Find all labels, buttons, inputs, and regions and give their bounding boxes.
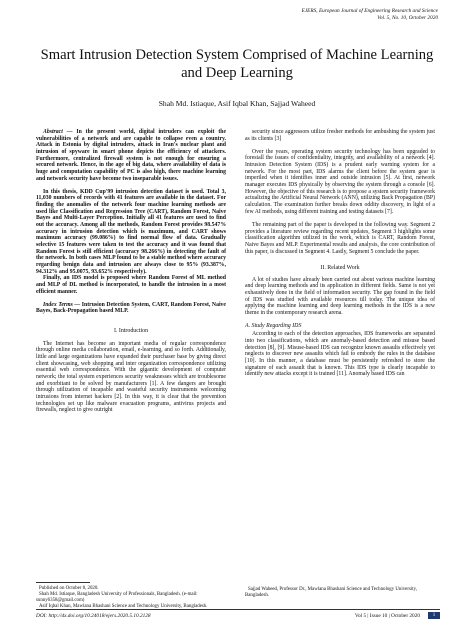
footer-divider (36, 609, 440, 610)
issue-info: Vol 5 | Issue 10 | October 2020 (354, 613, 420, 619)
index-terms: Index Terms — Intrusion Detection System, CART, Random Forest, Naive Bayes, Back-Propagation based MLP. (36, 301, 226, 315)
page-number: 1 (428, 612, 440, 619)
abstract-label: Abstract — (43, 129, 73, 135)
right-column (245, 129, 435, 378)
doi-link[interactable]: DOI: http://dx.doi.org/10.24018/ejers.2020.5.10.2128 (36, 613, 151, 619)
right-footnotes (245, 587, 435, 599)
footnote: Published on October 8, 2020. (39, 586, 99, 591)
left-footnotes (36, 586, 226, 610)
body-paragraph: According to each of the detection approaches, IDS frameworks are separated into two classifications, which are anomaly-based detection and misuse based detection [8], [9]. Misuse-based IDS can recognize known assaults effectively yet neglects to discover new assaults which fail to embody the rules in the database [10]. In this manner, a database must be persistently refreshed to store the signature of each assault that is known. This IDS type is clearly incapable to identify new attacks except it is trained [11]. Anomaly based IDS can (245, 331, 435, 378)
journal-header (302, 8, 438, 22)
author-list: Shah Md. Istiaque, Asif Iqbal Khan, Sajjad Waheed (158, 99, 316, 108)
subsection-heading-ids: A. Study Regarding IDS (245, 322, 302, 329)
footnote: Shah Md. Istiaque, Bangladesh University of Professionals, Bangladesh. (e-mail: sunny6358@gmail.com) (36, 592, 198, 604)
left-column (36, 129, 226, 414)
section-heading-introduction: I. Introduction (113, 328, 149, 335)
body-paragraph: The Internet has become an important media of regular correspondence through online media collaboration, email, e-learning, and so forth. Additionally, little and large organizations have expanded their purchaser base by giving direct client showcasing, web shopping and inter organization correspondence utilizing essential web correspondence. With the gigantic development of computer network; the total system experiences security weaknesses which are troublesome and exorbitant to be solved by manufacturers [1]. A few dangers are brought through utilization of incapable and wasteful security instruments welcoming intrusions from internet hackers [2]. In this way, it is clear that the prevention technologies set up like malware evacuation programs, antivirus projects and firewalls, neglect to give outright (36, 340, 226, 414)
footnote: Asif Iqbal Khan, Mawlana Bhashani Science and Technology University, Bangladesh. (39, 604, 208, 610)
index-terms-label: Index Terms — (43, 301, 81, 308)
section-heading-related-work: II. Related Work (320, 265, 360, 272)
footnote: Sajjad Waheed, Professor Dr., Mawlana Bhashani Science and Technology University, Bangladesh. (245, 587, 417, 599)
abstract-paragraph: Abstract — In the present world, digital intruders can exploit the vulnerabilities of a network and are capable to collapse even a country. Attack in Estonia by digital intruders, attack in Iran's nuclear plant and intrusion of spyware in smart phone depicts the efficiency of attackers. Furthermore, centralized firewall system is not enough for ensuring a secured network. Hence, in the age of big data, where availability of data is huge and computation capability of PC is also high, there machine learning and network security have become two inseparable issues. (36, 129, 226, 182)
body-paragraph: A lot of studies have already been carried out about various machine learning and deep learning methods and its application in different fields. Same is not yet exhaustively done in the field of information security. The gap found in the field of IDS was studied with available resources till today. The unique idea of applying the machine learning and deep learning methods in the IDS is a new theme in the contemporary research arena. (245, 276, 435, 317)
journal-name: EJERS, European Journal of Engineering Research and Science (301, 8, 438, 14)
journal-volume: Vol. 5, No. 10, October 2020 (377, 15, 438, 21)
footnote-divider (36, 582, 90, 583)
abstract-paragraph: Finally, an IDS model is proposed where Random Forest of ML method and MLP of DL method is incorporated, to handle the intrusion in a most efficient manner. (36, 275, 226, 295)
body-paragraph: Over the years, operating system security technology has been upgraded to forestall the issues of confidentiality, integrity, and availability of a network [4]. Intrusion Detection System (IDS) is a prudent early warning system for a network. For the most part, IDS alarms the client before the system gear is imperiled when it identifies inner and outside intrusion [5]. At first, network manager executes IDS physically by observing the system through a console [6]. However, the objective of this research is to propose a system security framework actualizing the Artificial Neural Network (ANN), utilizing Back Propagation (BP) calculation. The examination further breaks down oddity discovery, in light of a few AI methods, using different training and testing datasets [7]. (245, 148, 435, 215)
paper-title: Smart Intrusion Detection System Comprised of Machine Learning and Deep Learning (40, 47, 434, 81)
abstract-paragraph: In this thesis, KDD Cup'99 intrusion detection dataset is used. Total 3, 11,030 numbers of records with 41 features are available in the dataset. For finding the anomalies of the network four machine learning methods are used like Classification and Regression Tree (CART), Random Forest, Naive Bayes and Multi-Layer Perception. Initially all 41 features are used to find out the accuracy. Among all the methods, Random Forest provides 98.547% accuracy in intrusion detection which is maximum, and CART shows maximum accuracy (99.086%) to find normal flow of data. Gradually selective 15 features were taken to test the accuracy and it was found that Random Forest is still efficient (accuracy 98.266%) in detecting the fault of the network. In both cases MLP found to be a stable method where accuracy regarding benign data and intrusion are always close to 95% (93.387%, 94.312% and 95.0075, 93.652% respectively). (36, 188, 226, 275)
body-paragraph: The remaining part of the paper is developed in the following way. Segment 2 provides a literature review regarding recent updates, Segment 3 highlights some classification algorithm utilized in the work, which is CART, Random Forest, Naive Bayes and MLP. Experimental results and analysis, the core contribution of this paper, is discussed in Segment 4. Lastly, Segment 5 conclude the paper. (245, 221, 435, 255)
body-paragraph: security since aggressors utilize fresher methods for ambushing the system just as its clients [3] (245, 129, 435, 142)
